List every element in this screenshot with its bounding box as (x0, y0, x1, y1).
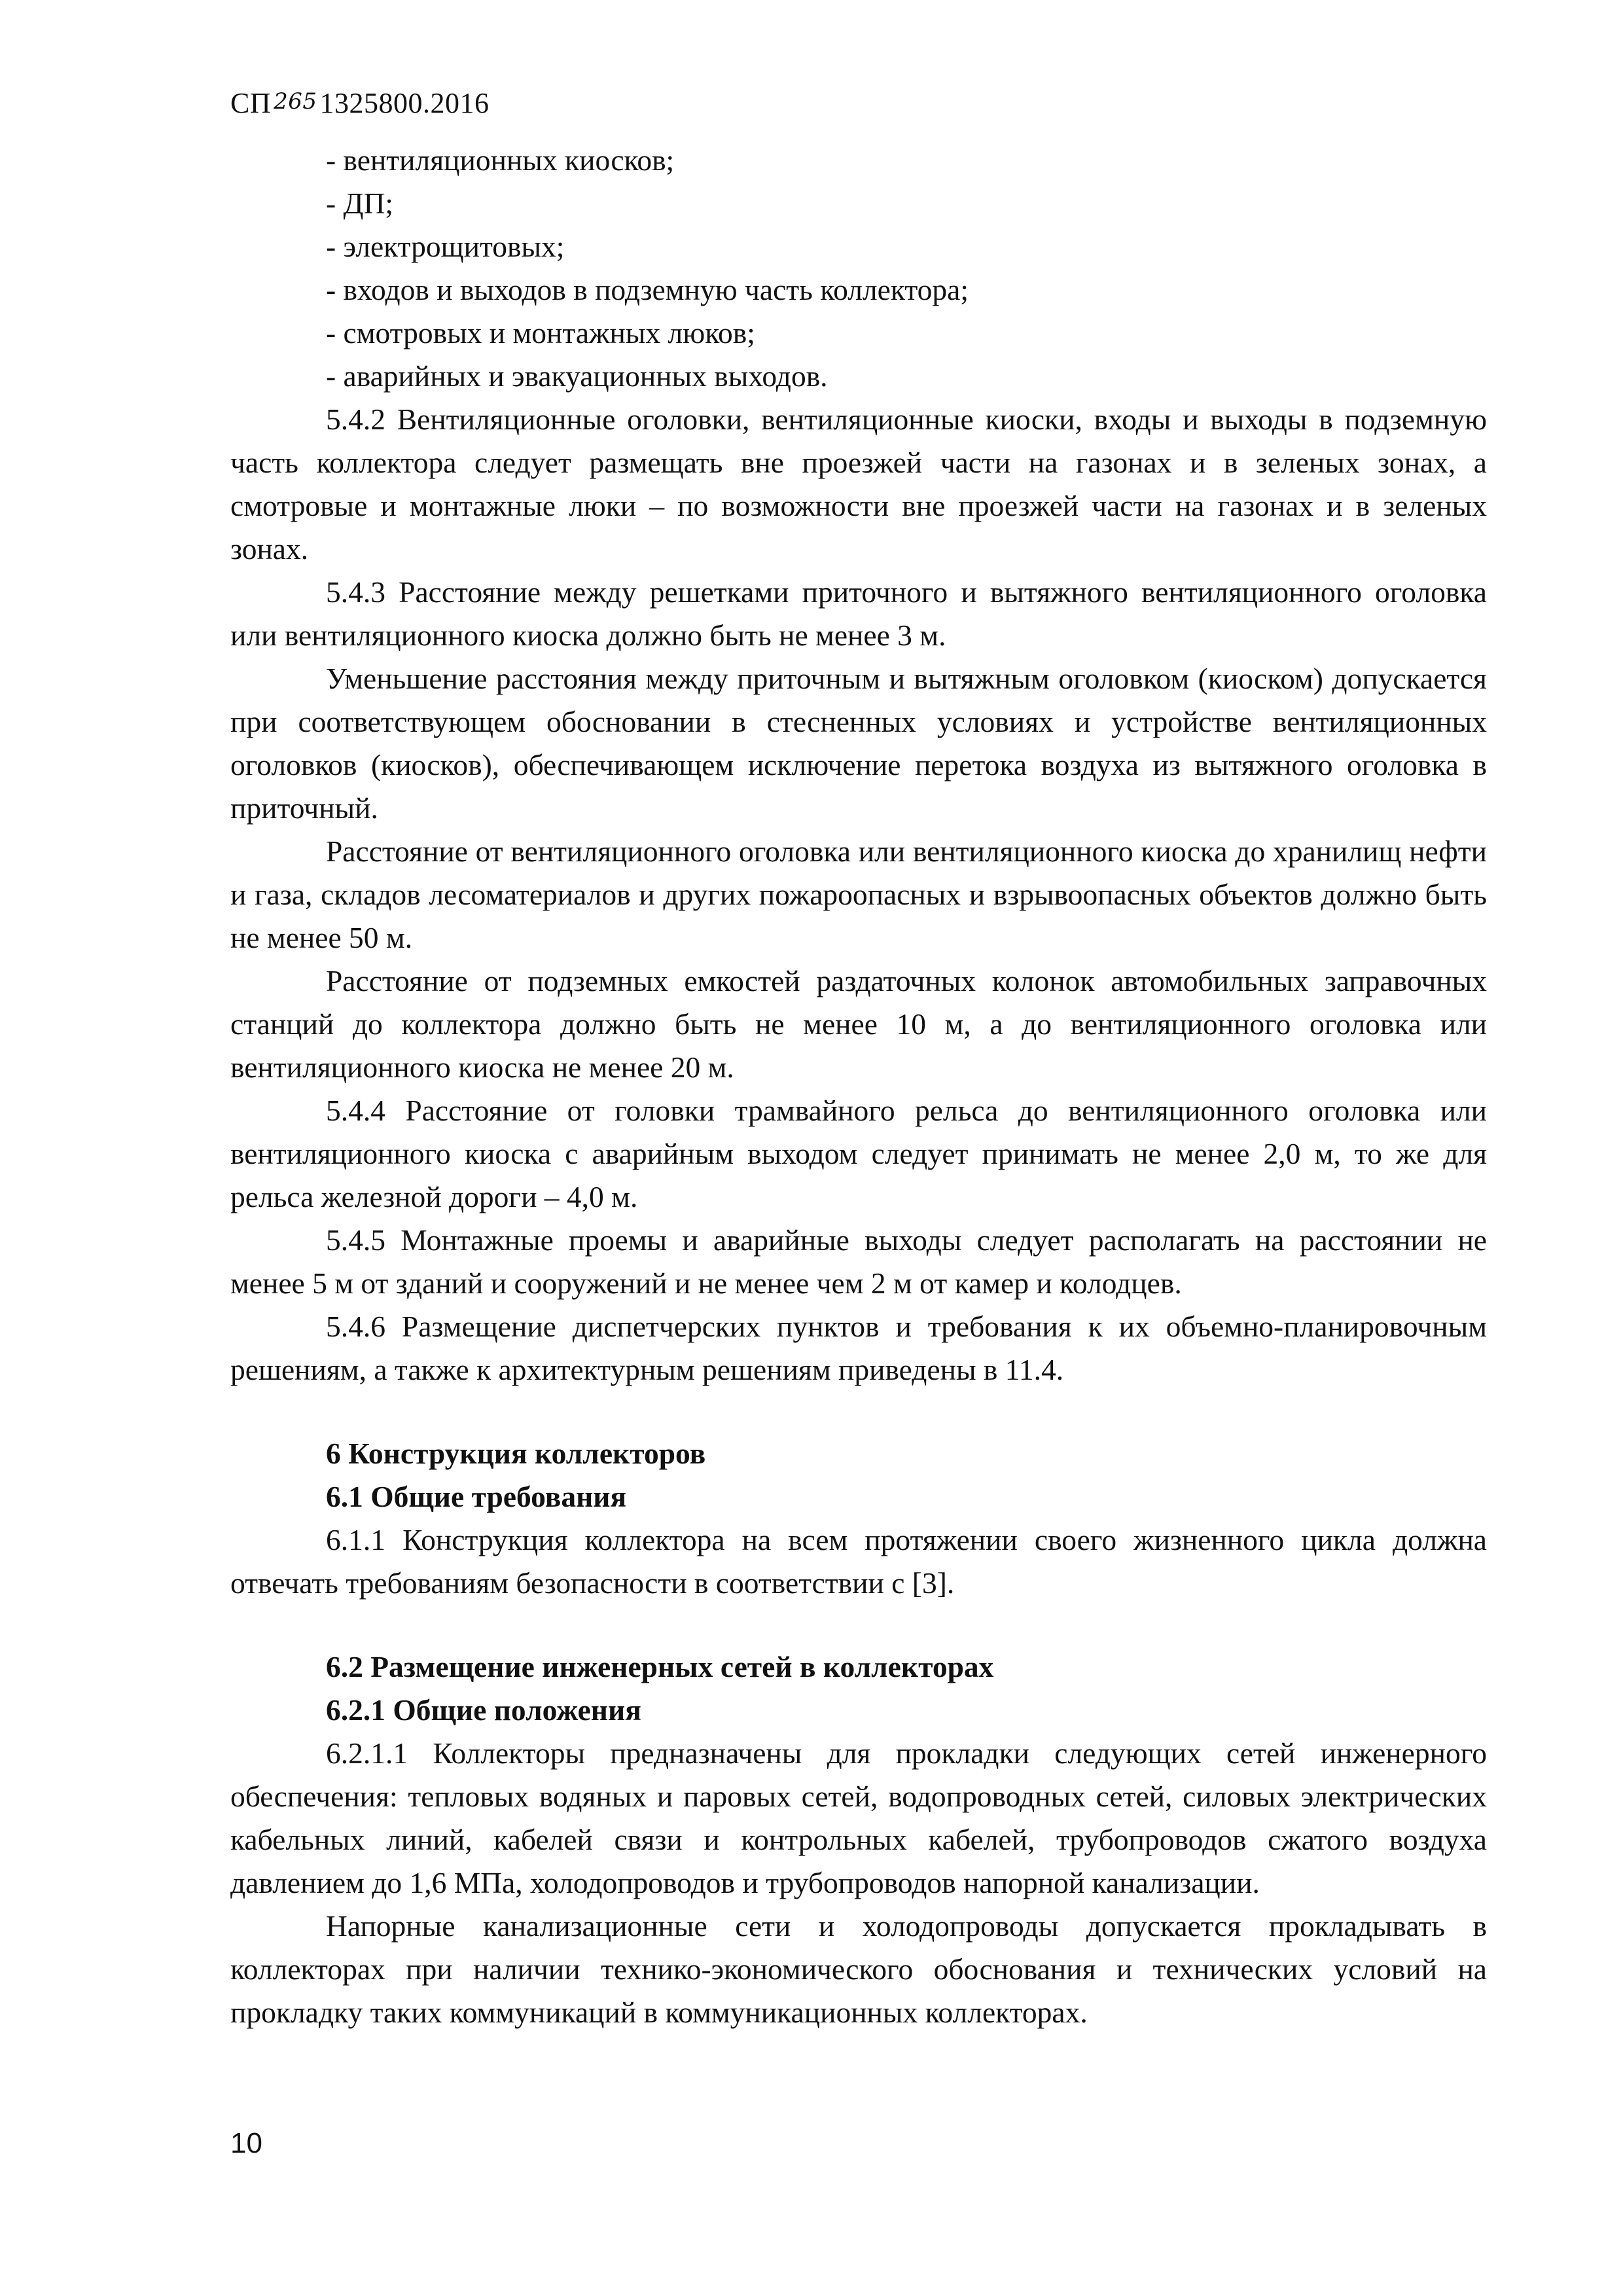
paragraph-6-2-1-1: 6.2.1.1 Коллекторы предназначены для прокладки следующих сетей инженерного обеспечения: тепловых водяных и паровых сетей, водопроводных сетей, силовых электрических кабельных линий, кабелей связи и контрольных кабелей, трубопроводов сжатого воздуха давлением до 1,6 МПа, холодопроводов и трубопроводов напорной канализации. (230, 1736, 1487, 1899)
list-item: - электрощитовых; (326, 230, 565, 263)
section-6-2-heading: 6.2 Размещение инженерных сетей в коллекторах (326, 1650, 994, 1683)
section-6-1-heading: 6.1 Общие требования (326, 1480, 627, 1513)
paragraph-5-4-3-storage-distance: Расстояние от вентиляционного оголовка или вентиляционного киоска до хранилищ нефти и газа, складов лесоматериалов и других пожароопасных и взрывоопасных объектов должно быть не менее 50 м. (230, 834, 1487, 954)
section-6-2-1-heading: 6.2.1 Общие положения (326, 1693, 641, 1727)
document-code-number: 1325800.2016 (319, 87, 490, 119)
paragraph-6-1-1: 6.1.1 Конструкция коллектора на всем протяжении своего жизненного цикла должна отвечать требованиям безопасности в соответствии с [3]. (230, 1523, 1487, 1600)
paragraph-5-4-2: 5.4.2 Вентиляционные оголовки, вентиляционные киоски, входы и выходы в подземную часть коллектора следует размещать вне проезжей части на газонах и в зеленых зонах, а смотровые и монтажные люки – по возможности вне проезжей части на газонах и в зеленых зонах. (230, 403, 1487, 565)
paragraph-6-2-1-1-continued: Напорные канализационные сети и холодопроводы допускается прокладывать в коллекторах при наличии технико-экономического обоснования и технических условий на прокладку таких коммуникаций в коммуникационных коллекторах. (230, 1909, 1487, 2029)
handwritten-mark: 265 (274, 88, 317, 115)
document-code-prefix: СП (230, 87, 272, 119)
section-gap (230, 1605, 1487, 1645)
list-item: - аварийных и эвакуационных выходов. (326, 359, 828, 393)
section-6-heading: 6 Конструкция коллекторов (326, 1437, 706, 1470)
paragraph-5-4-3: 5.4.3 Расстояние между решетками приточного и вытяжного вентиляционного оголовка или вентиляционного киоска должно быть не менее 3 м. (230, 575, 1487, 652)
paragraph-5-4-6: 5.4.6 Размещение диспетчерских пунктов и требования к их объемно-планировочным решениям, а также к архитектурным решениям приведены в 11.4. (230, 1310, 1487, 1386)
list-item: - вентиляционных киосков; (326, 143, 675, 177)
list-item: - смотровых и монтажных люков; (326, 316, 755, 350)
page-number: 10 (230, 2127, 262, 2159)
list-item: - входов и выходов в подземную часть коллектора; (326, 273, 969, 306)
list-item: - ДП; (326, 187, 394, 220)
section-gap (230, 1391, 1487, 1432)
document-body (230, 139, 1487, 2034)
paragraph-5-4-3-fuel-station-distance: Расстояние от подземных емкостей раздаточных колонок автомобильных заправочных станций до коллектора должно быть не менее 10 м, а до вентиляционного оголовка или вентиляционного киоска не менее 20 м. (230, 964, 1487, 1084)
document-code (230, 84, 490, 125)
paragraph-5-4-3-reduction: Уменьшение расстояния между приточным и вытяжным оголовком (киоском) допускается при соответствующем обосновании в стесненных условиях и устройстве вентиляционных оголовков (киосков), обеспечивающем исключение перетока воздуха из вытяжного оголовка в приточный. (230, 662, 1487, 825)
paragraph-5-4-5: 5.4.5 Монтажные проемы и аварийные выходы следует располагать на расстоянии не менее 5 м от зданий и сооружений и не менее чем 2 м от камер и колодцев. (230, 1223, 1487, 1300)
paragraph-5-4-4: 5.4.4 Расстояние от головки трамвайного рельса до вентиляционного оголовка или вентиляционного киоска с аварийным выходом следует принимать не менее 2,0 м, то же для рельса железной дороги – 4,0 м. (230, 1094, 1487, 1213)
